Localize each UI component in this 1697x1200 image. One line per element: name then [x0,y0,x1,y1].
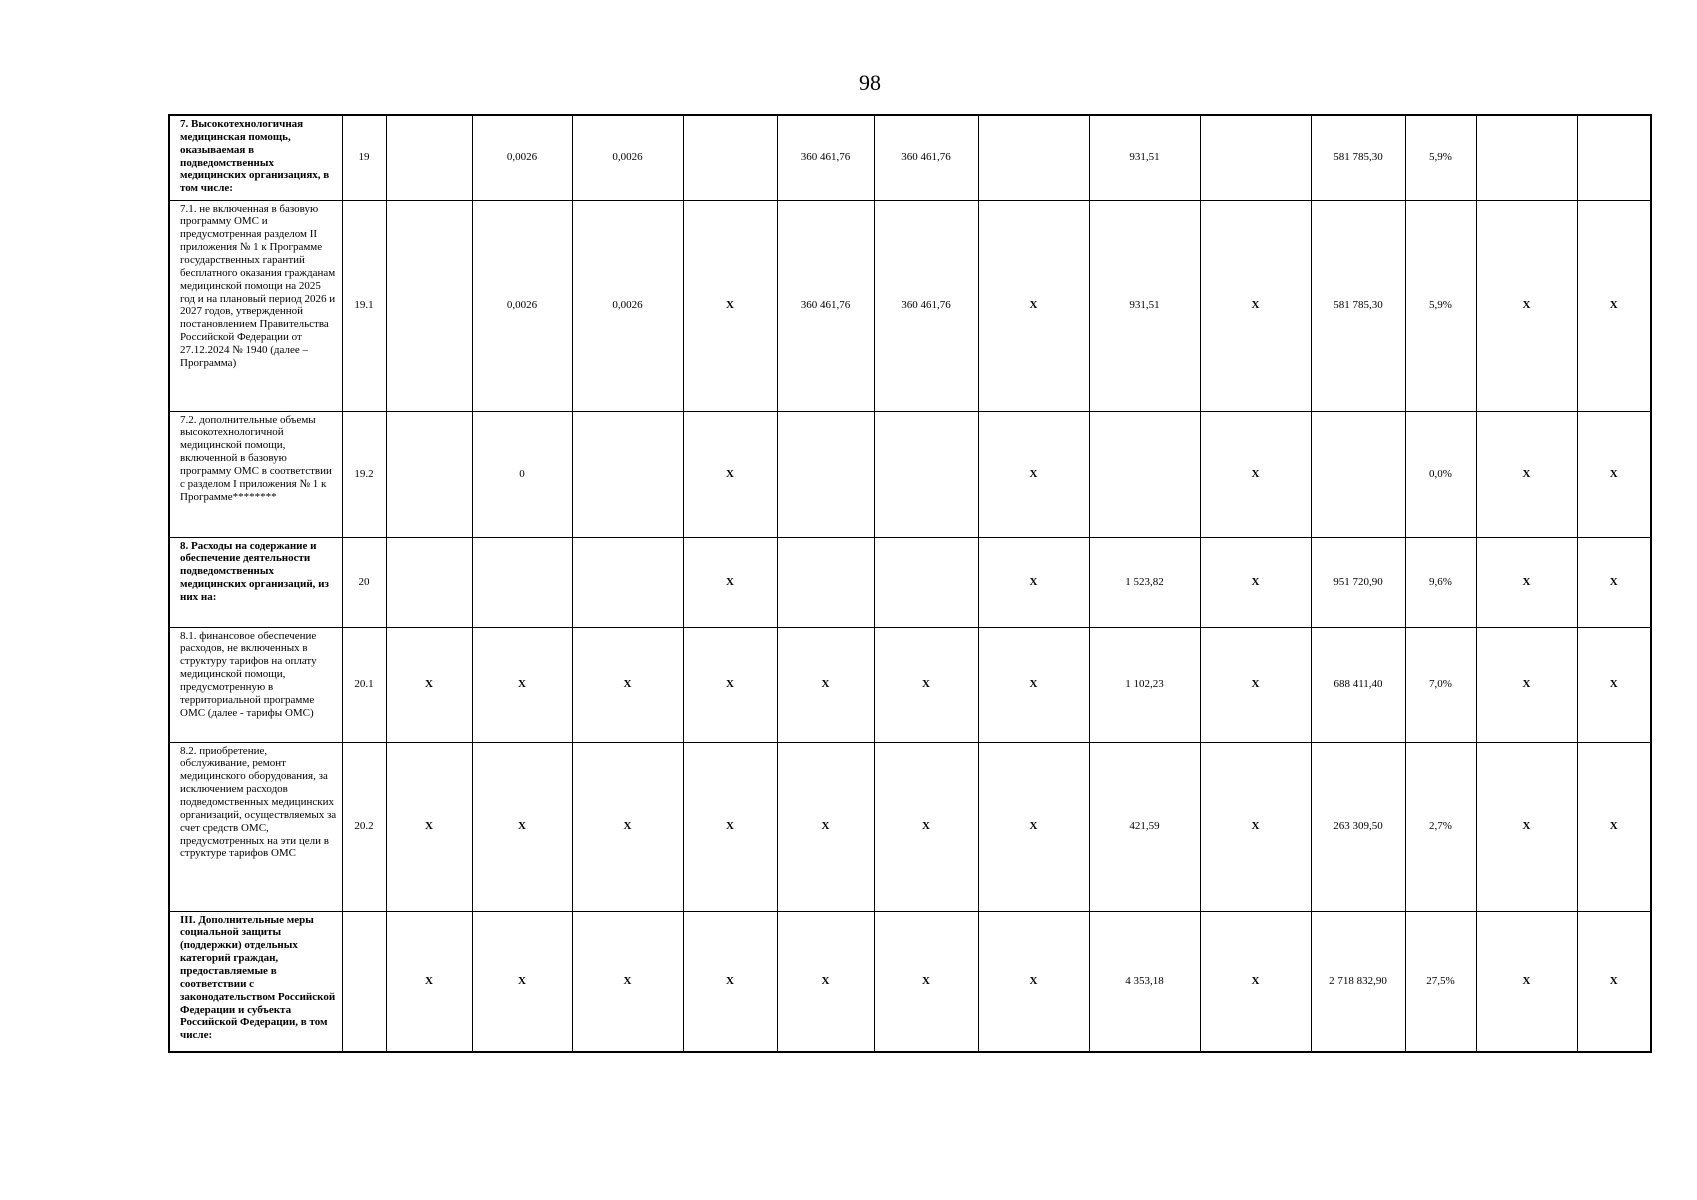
table-cell: X [1577,627,1651,742]
table-cell: X [1577,411,1651,537]
table-cell: X [572,627,683,742]
row-label: 7. Высокотехнологичная медицинская помощь, оказываемая в подведомственных медицинских организациях, в том числе: [169,115,342,200]
table-cell [1200,115,1311,200]
table-cell [386,200,472,411]
table-cell: X [978,200,1089,411]
table-cell: X [1577,200,1651,411]
table-cell [572,411,683,537]
table-cell: X [1476,411,1577,537]
row-label: 7.2. дополнительные объемы высокотехнологичной медицинской помощи, включенной в базовую программу ОМС в соответствии с разделом I приложения № 1 к Программе******** [169,411,342,537]
table-cell: X [978,911,1089,1052]
row-label: 8. Расходы на содержание и обеспечение деятельности подведомственных медицинских организаций, из них на: [169,537,342,627]
table-cell: X [683,200,777,411]
table-cell [1476,115,1577,200]
page-number: 98 [859,70,881,95]
table-cell: X [978,627,1089,742]
table-cell [1577,115,1651,200]
table-cell: 1 102,23 [1089,627,1200,742]
table-cell: X [386,742,472,911]
table-cell: X [1577,537,1651,627]
table-cell: 0,0026 [572,200,683,411]
table-cell [978,115,1089,200]
table-cell [777,537,874,627]
table-cell: X [874,627,978,742]
table-row [169,115,1651,200]
table-cell: 581 785,30 [1311,200,1405,411]
table-cell: 0 [472,411,572,537]
table-cell: X [683,537,777,627]
table-cell: X [978,411,1089,537]
table-cell: 360 461,76 [874,200,978,411]
table-cell: X [1200,627,1311,742]
table-cell: 951 720,90 [1311,537,1405,627]
table-cell: X [683,911,777,1052]
table-cell: X [1577,742,1651,911]
table-cell: X [1476,742,1577,911]
table-cell: X [874,742,978,911]
table-row [169,200,1651,411]
table-cell: X [1200,742,1311,911]
table-cell: 5,9% [1405,200,1476,411]
table-cell: 5,9% [1405,115,1476,200]
table-cell [572,537,683,627]
table-cell: 20.2 [342,742,386,911]
table-cell: X [1476,911,1577,1052]
table-cell: X [572,742,683,911]
table-cell: X [777,627,874,742]
table-cell: X [1476,537,1577,627]
table-cell: 931,51 [1089,200,1200,411]
table-cell [683,115,777,200]
table-cell: 2 718 832,90 [1311,911,1405,1052]
table-cell: 0,0026 [472,115,572,200]
table-cell: X [572,911,683,1052]
table-cell: 360 461,76 [777,200,874,411]
table-cell [386,115,472,200]
table-cell: X [472,742,572,911]
table-cell: X [1200,411,1311,537]
table-cell [472,537,572,627]
table-body [169,115,1651,1052]
table-cell: 27,5% [1405,911,1476,1052]
data-table [168,114,1652,1053]
table-cell: X [1200,537,1311,627]
table-cell: X [683,627,777,742]
table-cell [342,911,386,1052]
row-label: III. Дополнительные меры социальной защиты (поддержки) отдельных категорий граждан, предоставляемые в соответствии с законодательством Российской Федерации и субъекта Российской Федерации, в том числе: [169,911,342,1052]
table-cell: 931,51 [1089,115,1200,200]
table-cell: 7,0% [1405,627,1476,742]
row-label: 7.1. не включенная в базовую программу ОМС и предусмотренная разделом II приложения № 1 к Программе государственных гарантий бесплатного оказания гражданам медицинской помощи на 2025 год и на плановый период 2026 и 2027 годов, утвержденной постановлением Правительства Российской Федерации от 27.12.2024 № 1940 (далее – Программа) [169,200,342,411]
table-cell: X [978,742,1089,911]
table-cell: 19.2 [342,411,386,537]
table-cell: 19 [342,115,386,200]
table-cell: 20.1 [342,627,386,742]
table-cell: 1 523,82 [1089,537,1200,627]
table-cell [386,411,472,537]
table-cell: X [683,742,777,911]
table-cell: 360 461,76 [777,115,874,200]
table-cell: X [777,742,874,911]
table-cell: X [1577,911,1651,1052]
row-label: 8.1. финансовое обеспечение расходов, не включенных в структуру тарифов на оплату медицинской помощи, предусмотренную в территориальной программе ОМС (далее - тарифы ОМС) [169,627,342,742]
table-cell: 0,0026 [572,115,683,200]
table-cell: 581 785,30 [1311,115,1405,200]
table-cell: X [874,911,978,1052]
table-row [169,627,1651,742]
table-cell: X [1476,200,1577,411]
table-cell: 19.1 [342,200,386,411]
table-cell: 688 411,40 [1311,627,1405,742]
table-cell: 421,59 [1089,742,1200,911]
table-cell [1311,411,1405,537]
table-cell: 0,0% [1405,411,1476,537]
table-cell: X [683,411,777,537]
table-cell [1089,411,1200,537]
table-cell: 0,0026 [472,200,572,411]
row-label: 8.2. приобретение, обслуживание, ремонт медицинского оборудования, за исключением расходов подведомственных медицинских организаций, осуществляемых за счет средств ОМС, предусмотренных на эти цели в структуре тарифов ОМС [169,742,342,911]
table-cell [777,411,874,537]
table-cell: 2,7% [1405,742,1476,911]
table-cell: 9,6% [1405,537,1476,627]
table-cell [874,537,978,627]
table-cell: 20 [342,537,386,627]
table-cell: X [1476,627,1577,742]
table-cell: X [978,537,1089,627]
table-row [169,742,1651,911]
table-cell: X [472,911,572,1052]
table-row [169,411,1651,537]
table-cell: 360 461,76 [874,115,978,200]
table-cell: X [777,911,874,1052]
table-cell [386,537,472,627]
table-cell: X [386,911,472,1052]
table-cell [874,411,978,537]
table-cell: X [1200,200,1311,411]
table-cell: X [1200,911,1311,1052]
table-cell: 4 353,18 [1089,911,1200,1052]
table-row [169,911,1651,1052]
table-row [169,537,1651,627]
table-cell: X [386,627,472,742]
table-cell: X [472,627,572,742]
table-cell: 263 309,50 [1311,742,1405,911]
